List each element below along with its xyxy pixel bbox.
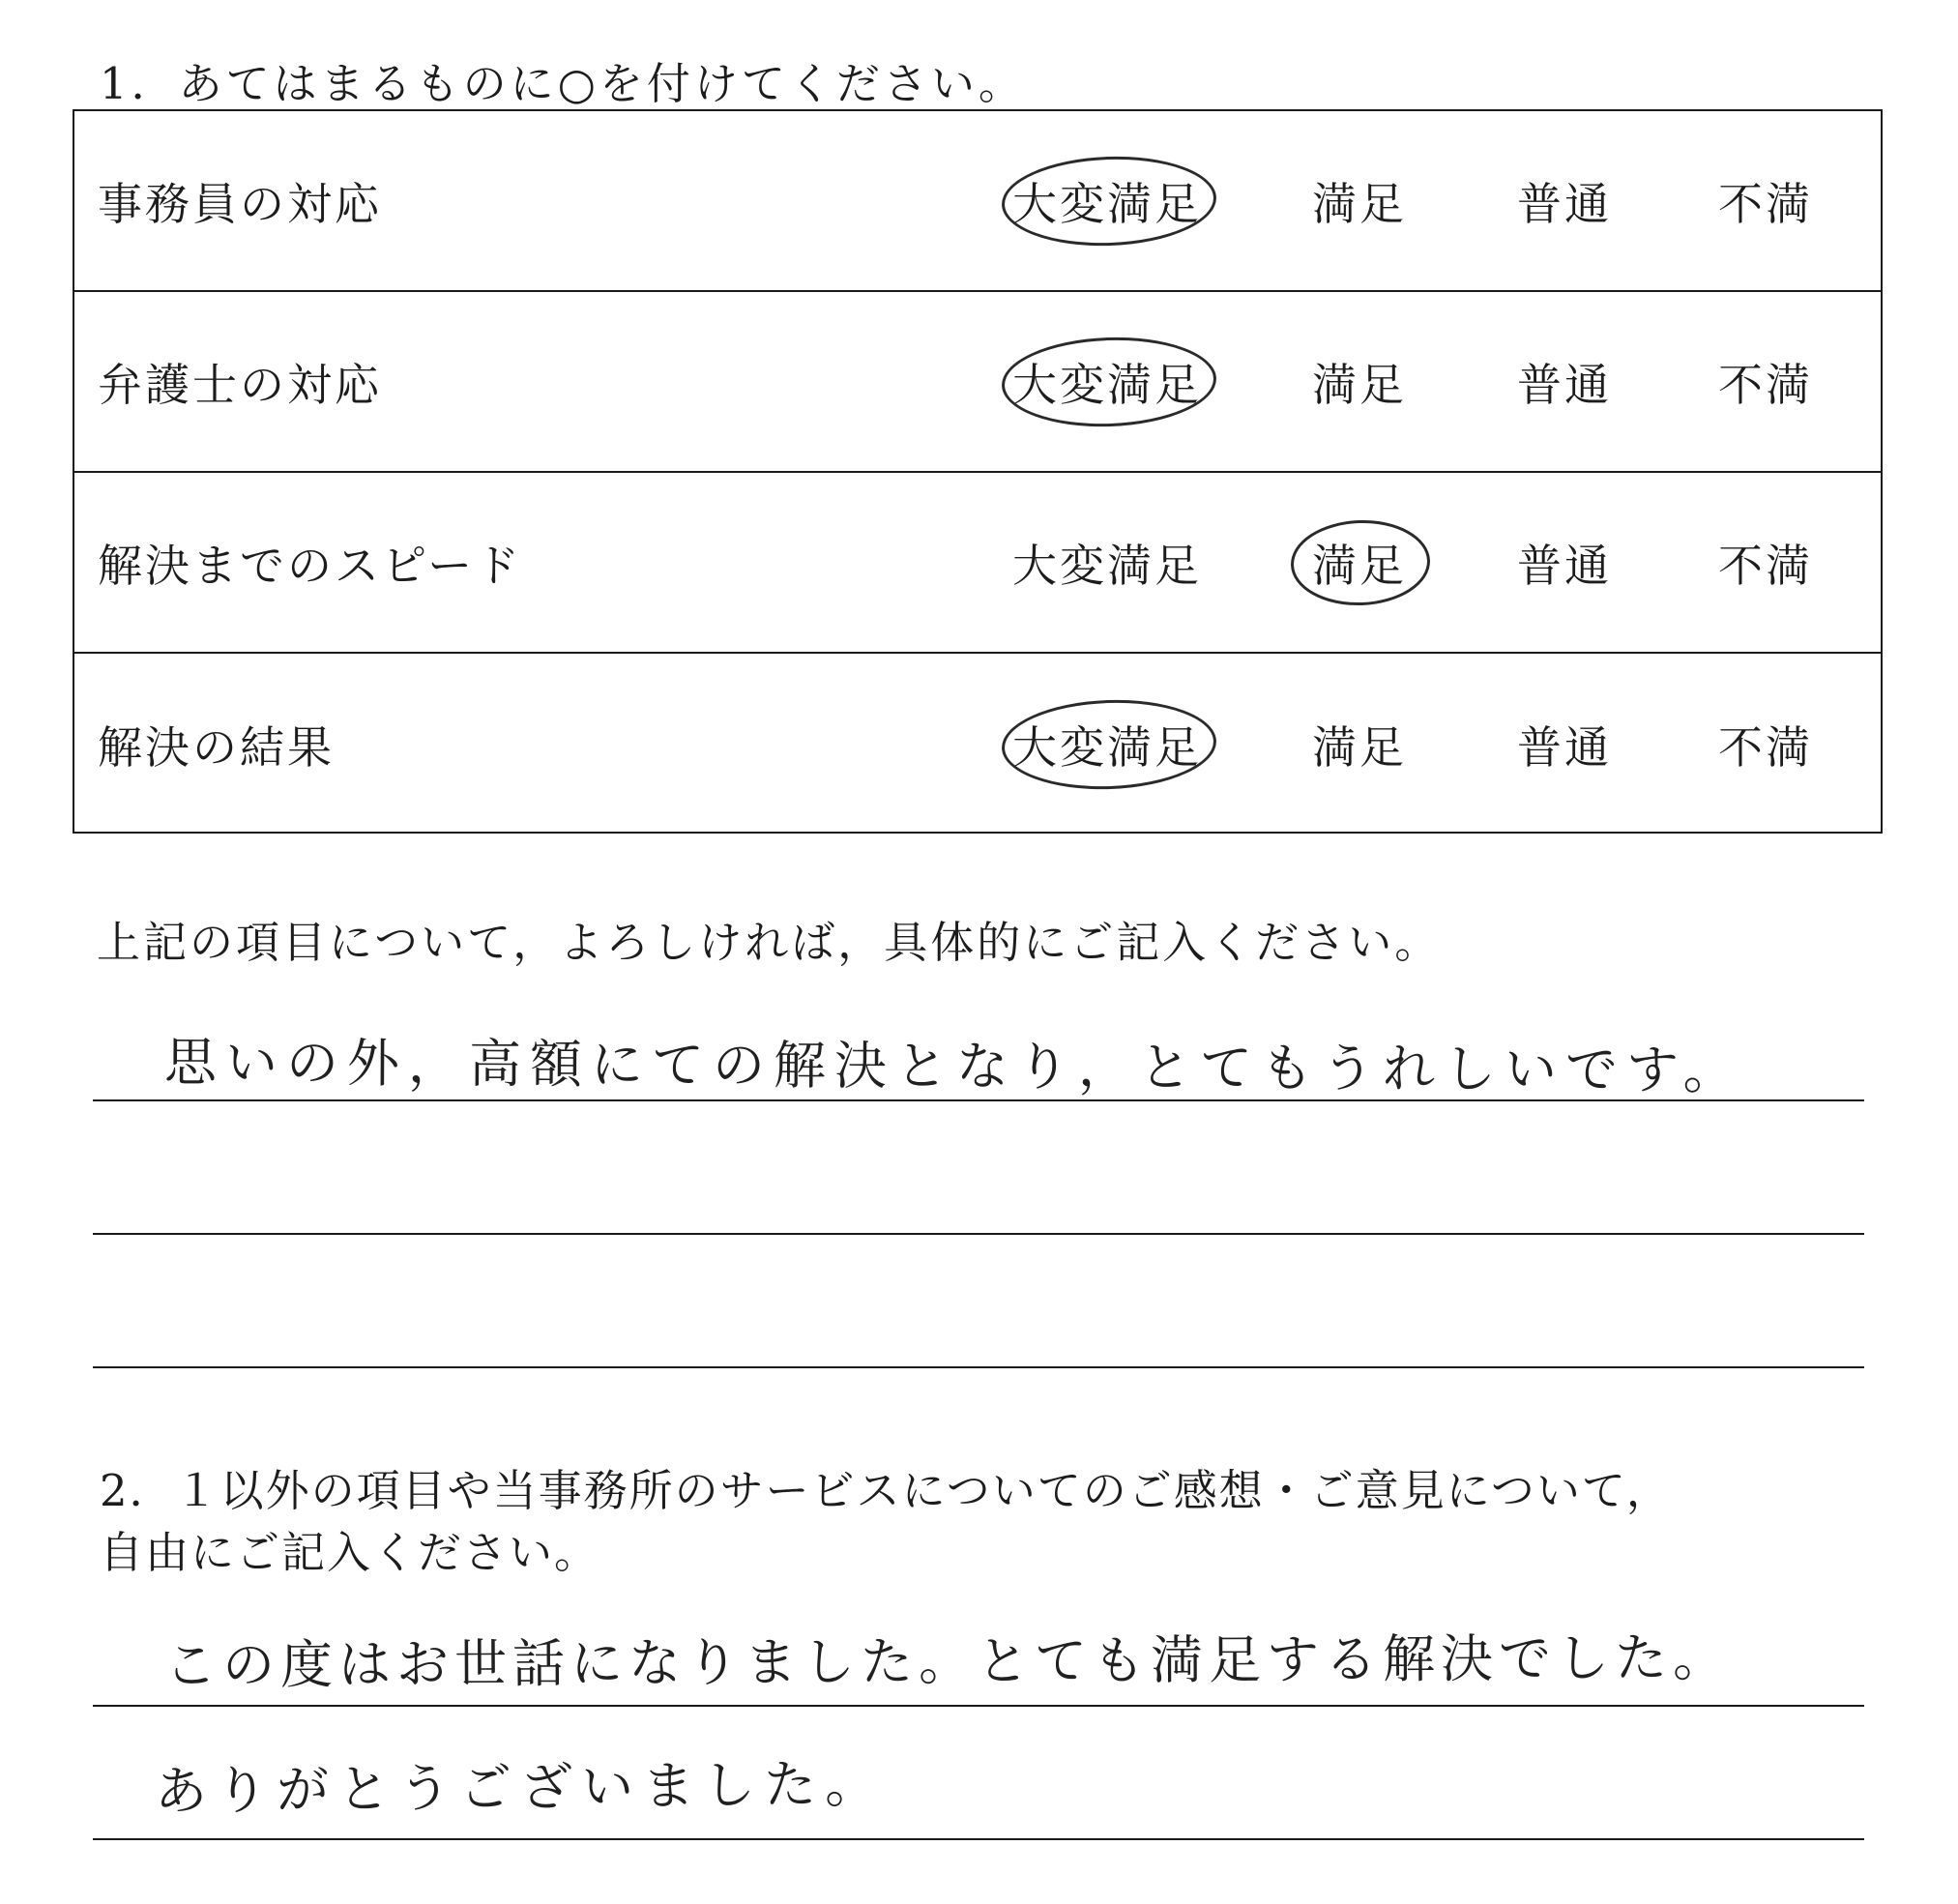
row-label-speed: 解決までのスピード	[98, 539, 523, 592]
option-very-satisfied[interactable]: 大変満足	[1012, 539, 1202, 592]
question1-prompt: 上記の項目について，よろしければ，具体的にご記入ください。	[97, 917, 1442, 968]
option-dissatisfied[interactable]: 不満	[1718, 358, 1813, 411]
question2-title: 2．１以外の項目や当事務所のサービスについてのご感想・ご意見について，	[100, 1465, 1672, 1516]
question2-subtitle: 自由にご記入ください。	[100, 1527, 600, 1578]
option-satisfied[interactable]: 満足	[1312, 177, 1407, 230]
handwritten-answer-line[interactable]: この度はお世話になりました。とても満足する解決でした。	[163, 1626, 1732, 1696]
option-satisfied[interactable]: 満足	[1312, 358, 1407, 411]
option-dissatisfied[interactable]: 不満	[1718, 177, 1813, 230]
rating-row-result	[74, 654, 1881, 835]
question1-title: 1．あてはまるものに○を付けてください。	[100, 58, 1026, 109]
row-label-lawyer: 弁護士の対応	[98, 358, 382, 411]
handwritten-answer-line[interactable]: ありがとうございました。	[154, 1753, 887, 1822]
option-very-satisfied[interactable]: 大変満足	[1012, 720, 1202, 774]
option-dissatisfied[interactable]: 不満	[1718, 720, 1813, 774]
option-average[interactable]: 普通	[1517, 720, 1612, 774]
answer-line-rule	[93, 1705, 1864, 1707]
rating-table	[73, 109, 1883, 834]
option-very-satisfied[interactable]: 大変満足	[1012, 358, 1202, 411]
rating-row-staff	[74, 111, 1881, 292]
option-satisfied[interactable]: 満足	[1312, 539, 1407, 592]
answer-line-rule	[93, 1233, 1864, 1235]
answer-line-rule	[93, 1366, 1864, 1368]
option-very-satisfied[interactable]: 大変満足	[1012, 177, 1202, 230]
option-average[interactable]: 普通	[1517, 358, 1612, 411]
option-average[interactable]: 普通	[1517, 177, 1612, 230]
option-dissatisfied[interactable]: 不満	[1718, 539, 1813, 592]
row-label-result: 解決の結果	[98, 720, 335, 774]
option-average[interactable]: 普通	[1517, 539, 1612, 592]
rating-row-lawyer	[74, 292, 1881, 473]
row-label-staff: 事務員の対応	[98, 177, 382, 230]
option-satisfied[interactable]: 満足	[1312, 720, 1407, 774]
answer-line-rule	[93, 1838, 1864, 1840]
handwritten-answer-line[interactable]: 思いの外，高額にての解決となり，とてもうれしいです。	[163, 1032, 1744, 1101]
answer-line-rule	[93, 1099, 1864, 1101]
rating-row-speed	[74, 473, 1881, 654]
